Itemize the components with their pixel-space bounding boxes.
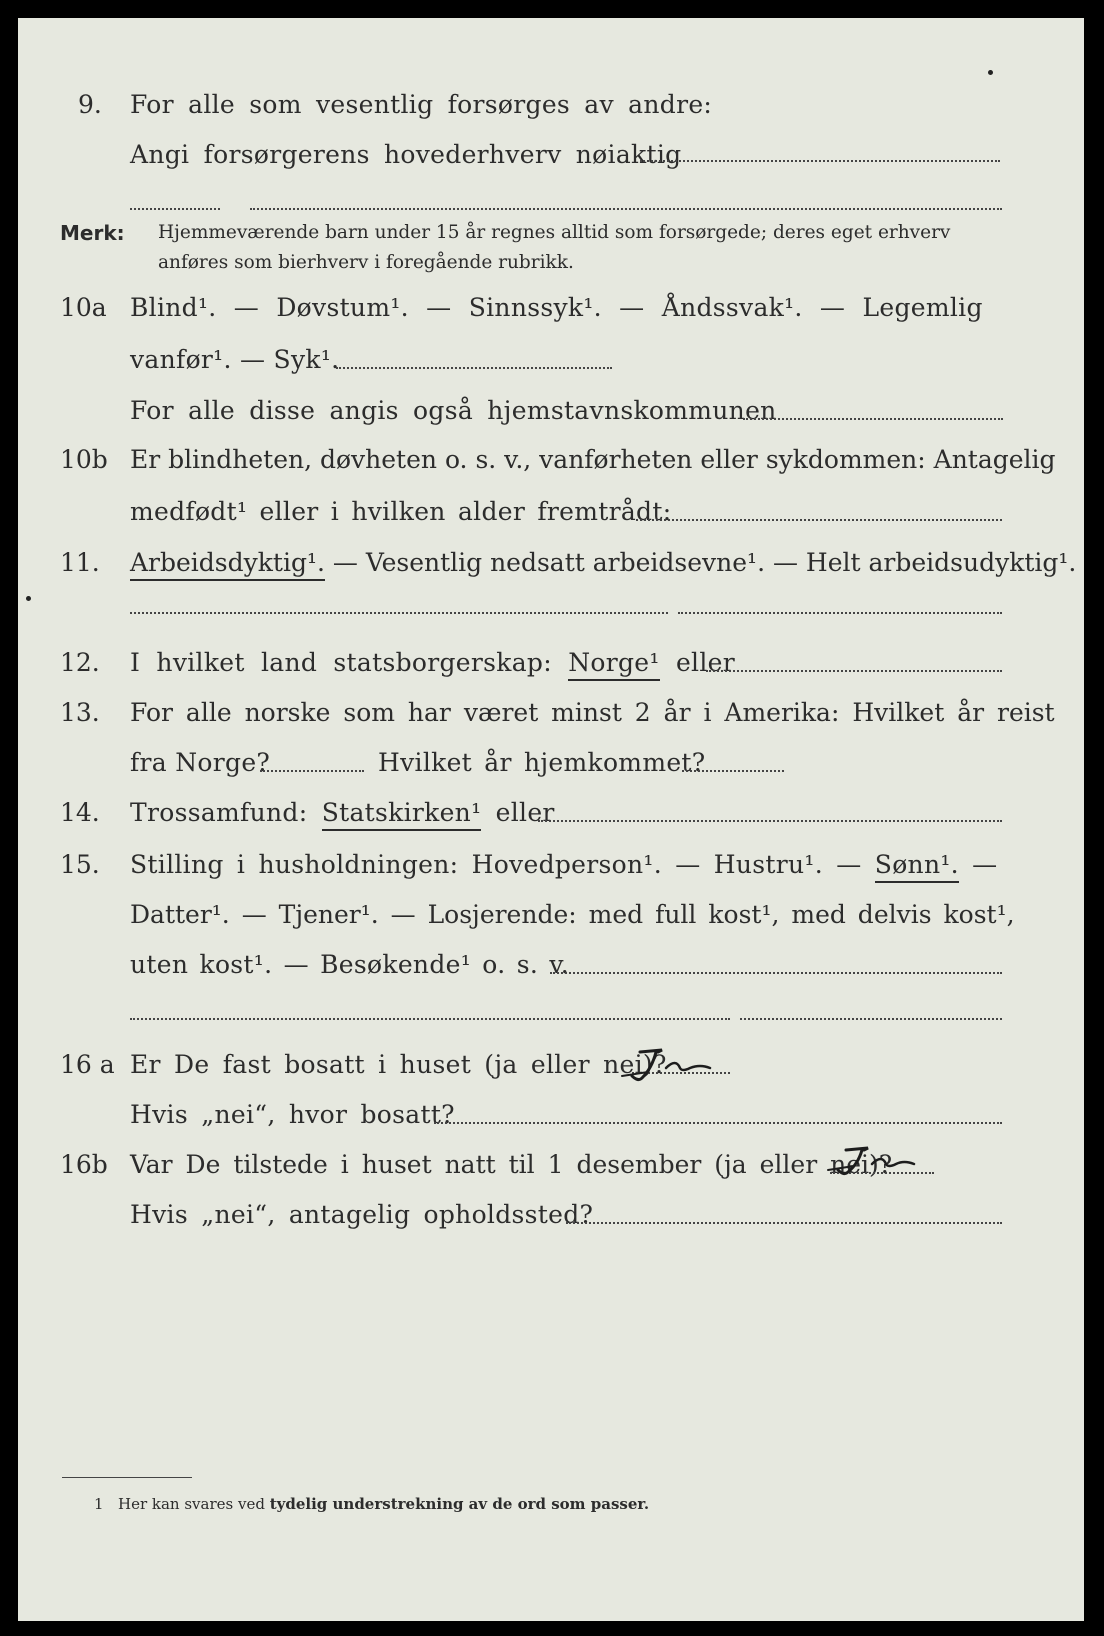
q10a-text-line1: Blind¹. — Døvstum¹. — Sinnssyk¹. — Åndssvak¹. — Legemlig [130, 293, 983, 322]
q13-answer-line-reist[interactable] [260, 770, 364, 772]
q13-number: 13. [60, 698, 100, 727]
merk-text-line1: Hjemmeværende barn under 15 år regnes alltid som forsørgede; deres eget erhverv [158, 222, 951, 243]
q12-selected-option[interactable]: Norge¹ [568, 648, 660, 681]
q10a-answer-line-1[interactable] [336, 367, 612, 369]
q11-text: Arbeidsdyktig¹. — Vesentlig nedsatt arbeidsevne¹. — Helt arbeidsudyktig¹. [130, 548, 1076, 578]
q9-text-line2: Angi forsørgerens hovederhverv nøiaktig [130, 140, 682, 169]
q14-answer-line[interactable] [538, 820, 1002, 822]
q10b-text-line2: medfødt¹ eller i hvilken alder fremtrådt: [130, 497, 672, 526]
q9-answer-line[interactable] [640, 160, 1000, 162]
q16a-answer-line-bosatt[interactable] [434, 1122, 1002, 1124]
q11-number: 11. [60, 548, 100, 577]
q12-number: 12. [60, 648, 100, 677]
ink-speck [26, 596, 31, 601]
q14-number: 14. [60, 798, 100, 827]
footnote-mark: 1 [94, 1495, 104, 1513]
q16b-handwritten-answer [826, 1140, 926, 1180]
q12-answer-line[interactable] [706, 670, 1002, 672]
q9-number: 9. [78, 90, 102, 119]
q9-answer-line-2b[interactable] [250, 208, 1002, 210]
merk-label: Merk: [60, 221, 125, 245]
q13-text-line2a: fra Norge? [130, 748, 271, 777]
q11-answer-line-b[interactable] [678, 612, 1002, 614]
footnote-text: Her kan svares ved tydelig understrekning av de ord som passer. [118, 1495, 650, 1513]
q11-answer-line-a[interactable] [130, 612, 668, 614]
q16a-text-line2: Hvis „nei“, hvor bosatt? [130, 1100, 455, 1129]
q12-text: I hvilket land statsborgerskap: Norge¹ eller [130, 648, 735, 678]
q15-selected-option[interactable]: Sønn¹. [875, 850, 959, 883]
q9-text-line1: For alle som vesentlig forsørges av andre: [130, 90, 713, 119]
q16b-number: 16b [60, 1150, 108, 1179]
q15-answer-line-2b[interactable] [740, 1018, 1002, 1020]
q13-text-line2b: Hvilket år hjemkommet? [378, 748, 706, 777]
q15-number: 15. [60, 850, 100, 879]
q14-selected-option[interactable]: Statskirken¹ [322, 798, 482, 831]
q16a-text-line1: Er De fast bosatt i huset (ja eller nei)? [130, 1050, 667, 1079]
q10b-text-line1: Er blindheten, døvheten o. s. v., vanførheten eller sykdommen: Antagelig [130, 445, 1056, 474]
q10a-text-line2: vanfør¹. — Syk¹. [130, 345, 340, 374]
q15-text-line2: Datter¹. — Tjener¹. — Losjerende: med full kost¹, med delvis kost¹, [130, 900, 1015, 929]
q10b-answer-line[interactable] [636, 519, 1002, 521]
merk-text-line2: anføres som bierhverv i foregående rubrikk. [158, 252, 574, 273]
q13-text-line1: For alle norske som har været minst 2 år i Amerika: Hvilket år reist [130, 698, 1055, 727]
q9-answer-line-2a[interactable] [130, 208, 220, 210]
form-page [18, 18, 1084, 1621]
q16a-handwritten-answer [618, 1042, 728, 1086]
q10b-number: 10b [60, 445, 108, 474]
q10a-number: 10a [60, 293, 107, 322]
q15-text-line1: Stilling i husholdningen: Hovedperson¹. — Hustru¹. — Sønn¹. — [130, 850, 997, 880]
q11-selected-option[interactable]: Arbeidsdyktig¹. [130, 548, 325, 581]
q10a-answer-line-2[interactable] [743, 418, 1003, 420]
q16b-answer-line-opholdssted[interactable] [566, 1222, 1002, 1224]
q16a-number: 16 a [60, 1050, 115, 1079]
footnote-rule [62, 1477, 192, 1478]
q16b-text-line2: Hvis „nei“, antagelig opholdssted? [130, 1200, 594, 1229]
q15-text-line3: uten kost¹. — Besøkende¹ o. s. v. [130, 950, 570, 979]
q13-answer-line-hjem[interactable] [682, 770, 784, 772]
ink-speck [988, 70, 993, 75]
q14-text: Trossamfund: Statskirken¹ eller [130, 798, 555, 828]
q15-answer-line-2a[interactable] [130, 1018, 730, 1020]
q15-answer-line-1[interactable] [550, 972, 1002, 974]
q10a-text-line3: For alle disse angis også hjemstavnskommunen [130, 396, 777, 425]
q16b-text-line1: Var De tilstede i huset natt til 1 desember (ja eller nei)? [130, 1150, 893, 1179]
